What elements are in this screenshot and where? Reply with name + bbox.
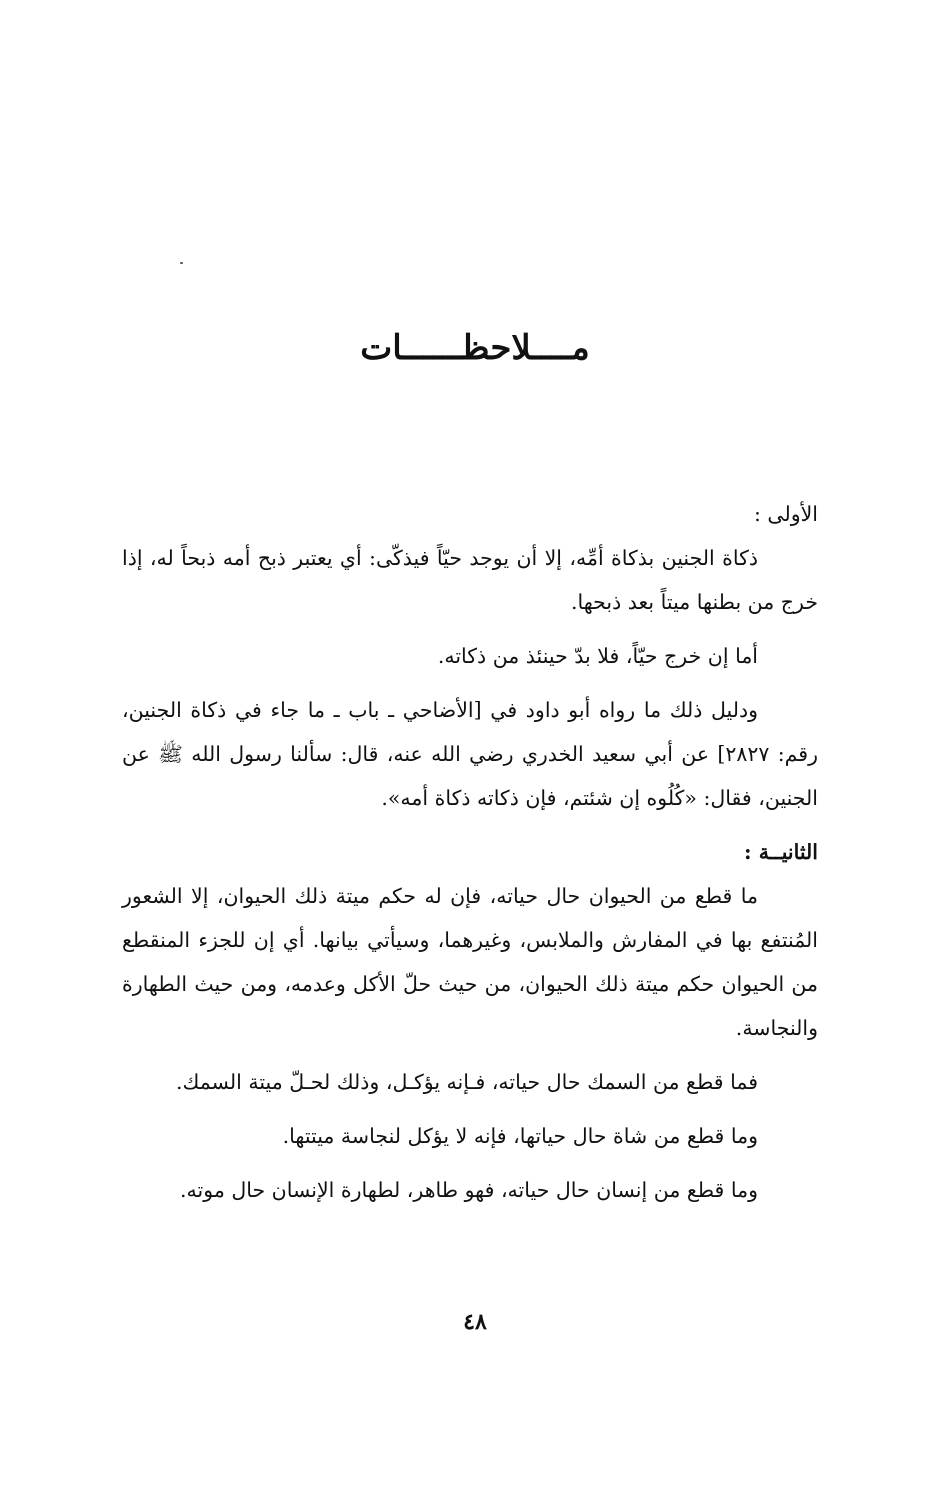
section-heading-first: الأولى : — [753, 502, 818, 526]
page-title: مــــلاحظــــــات — [360, 328, 590, 368]
paragraph-gap — [122, 624, 818, 634]
section-heading-second: الثانيــة : — [744, 840, 818, 864]
paragraph-born-alive: أما إن خرج حيّاً، فلا بدّ حينئذ من ذكاته. — [437, 644, 758, 668]
paragraph-fish: فما قطع من السمك حال حياته، فـإنه يؤكـل، وذلك لحـلّ ميتة السمك. — [175, 1070, 758, 1094]
paragraph-hadith-evidence: ودليل ذلك ما رواه أبو داود في [الأضاحي ـ باب ـ ما جاء في ذكاة الجنين، رقم: ٢٨٢٧] عن أبي سعيد الخدري رضي الله عنه، قال: سألنا رسول الله ﷺ عن الجنين، فقال: «كُلُوه إن شئتم، فإن ذكاته ذكاة أمه». — [122, 698, 818, 810]
paragraph-gap — [122, 678, 818, 688]
paragraph-severed-part: ما قطع من الحيوان حال حياته، فإن له حكم ميتة ذلك الحيوان، إلا الشعور المُنتفع بها في المفارش والملابس، وغيرهما، وسيأتي بيانها. أي إن للجزء المنقطع من الحيوان حكم ميتة ذلك الحيوان، من حيث حلّ الأكل وعدمه، ومن حيث الطهارة والنجاسة. — [122, 884, 818, 1040]
paragraph-gap — [122, 1158, 818, 1168]
paragraph-fetus-slaughter: ذكاة الجنين بذكاة أمِّه، إلا أن يوجد حيّاً فيذكّى: أي يعتبر ذبح أمه ذبحاً له، إذا خرج من بطنها ميتاً بعد ذبحها. — [122, 546, 818, 614]
scan-speck — [180, 262, 183, 264]
paragraph-gap — [122, 820, 818, 830]
paragraph-human: وما قطع من إنسان حال حياته، فهو طاهر، لطهارة الإنسان حال موته. — [180, 1178, 758, 1202]
paragraph-gap — [122, 1104, 818, 1114]
paragraph-sheep: وما قطع من شاة حال حياتها، فإنه لا يؤكل لنجاسة ميتتها. — [282, 1124, 758, 1148]
page-number: ٤٨ — [463, 1309, 487, 1335]
page-body — [122, 492, 818, 1212]
paragraph-gap — [122, 1050, 818, 1060]
